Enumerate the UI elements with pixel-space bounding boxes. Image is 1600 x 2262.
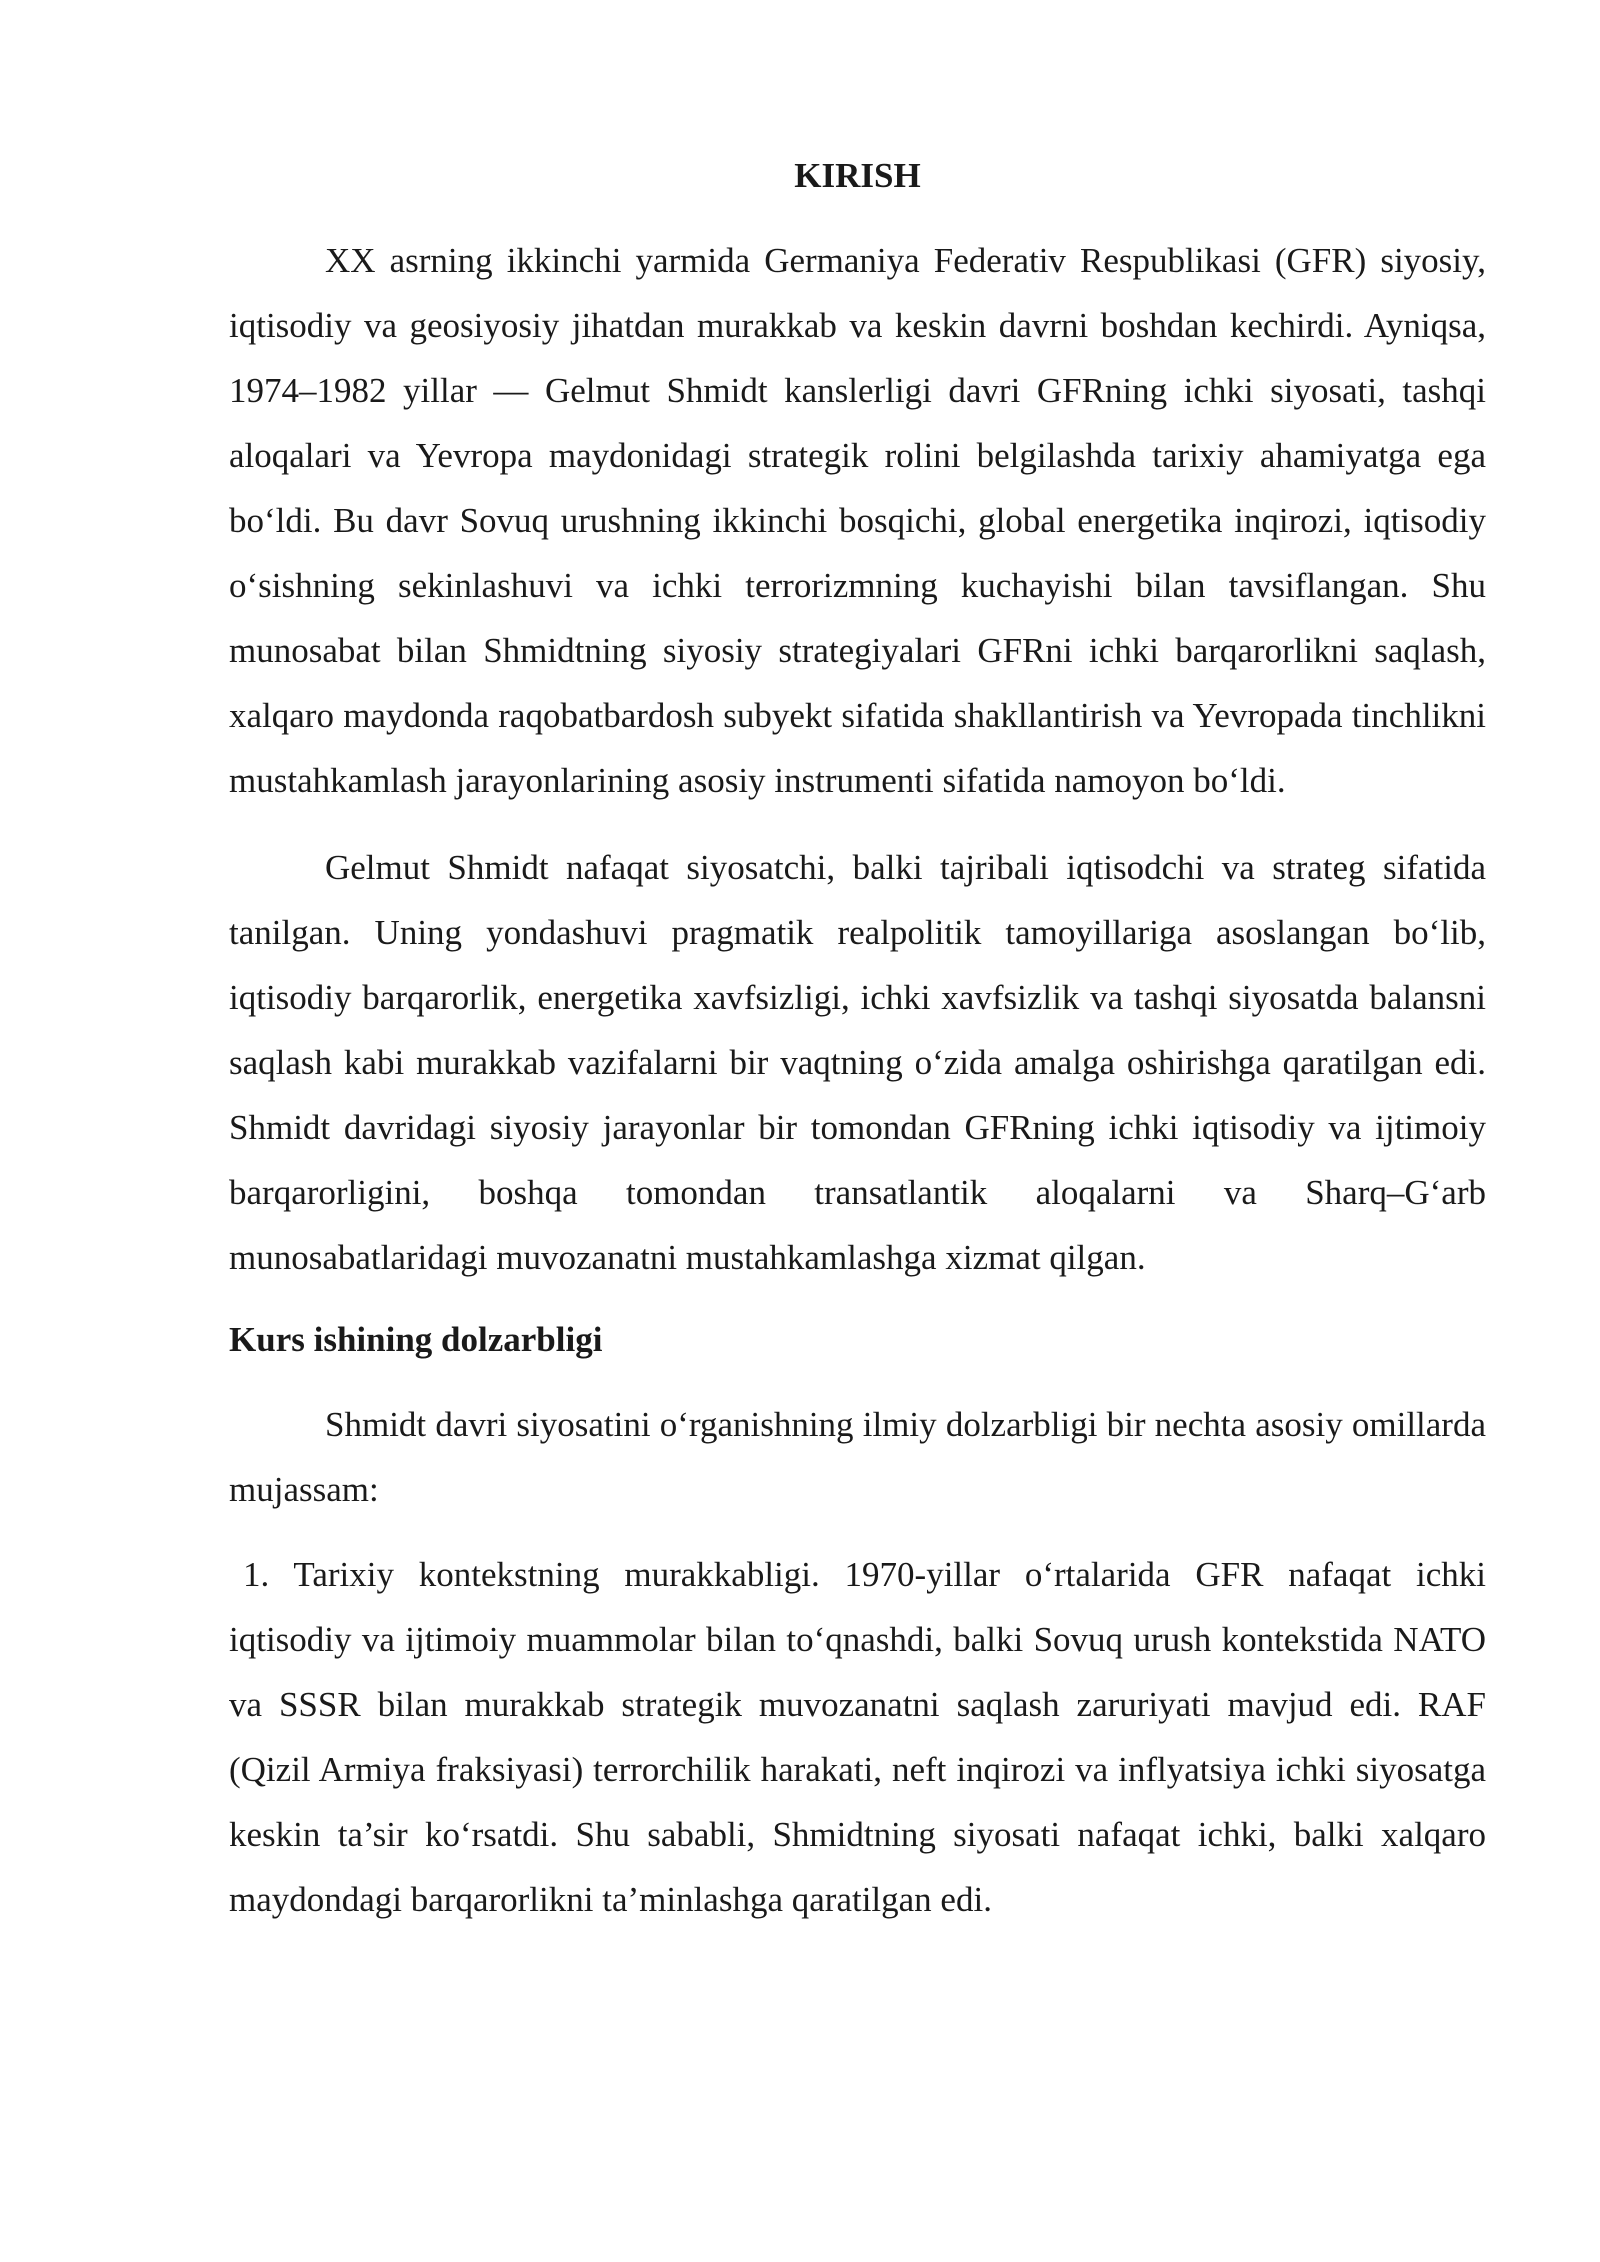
section-paragraph: Shmidt davri siyosatini o‘rganishning ilmiy dolzarbligi bir nechta asosiy omillarda mujassam: [229, 1405, 1486, 1509]
document-body [229, 146, 1486, 1932]
intro-paragraph-1: XX asrning ikkinchi yarmida Germaniya Federativ Respublikasi (GFR) siyosiy, iqtisodiy va geosiyosiy jihatdan murakkab va keskin davrni boshdan kechirdi. Ayniqsa, 1974–1982 yillar — Gelmut Shmidt kanslerligi davri GFRning ichki siyosati, tashqi aloqalari va Yevropa maydonidagi strategik rolini belgilashda tarixiy ahamiyatga ega bo‘ldi. Bu davr Sovuq urushning ikkinchi bosqichi, global energetika inqirozi, iqtisodiy o‘sishning sekinlashuvi va ichki terrorizmning kuchayishi bilan tavsiflangan. Shu munosabat bilan Shmidtning siyosiy strategiyalari GFRni ichki barqarorlikni saqlash, xalqaro maydonda raqobatbardosh subyekt sifatida shakllantirish va Yevropada tinchlikni mustahkamlash jarayonlarining asosiy instrumenti sifatida namoyon bo‘ldi. [229, 241, 1486, 800]
list-item: 1. Tarixiy kontekstning murakkabligi. 1970-yillar o‘rtalarida GFR nafaqat ichki iqtisodiy va ijtimoiy muammolar bilan to‘qnashdi, balki Sovuq urush kontekstida NATO va SSSR bilan murakkab strategik muvozanatni saqlash zaruriyati mavjud edi. RAF (Qizil Armiya fraksiyasi) terrorchilik harakati, neft inqirozi va inflyatsiya ichki siyosatga keskin ta’sir ko‘rsatdi. Shu sababli, Shmidtning siyosati nafaqat ichki, balki xalqaro maydondagi barqarorlikni ta’minlashga qaratilgan edi. [229, 1555, 1486, 1919]
intro-paragraph-2: Gelmut Shmidt nafaqat siyosatchi, balki tajribali iqtisodchi va strateg sifatida tanilgan. Uning yondashuvi pragmatik realpolitik tamoyillariga asoslangan bo‘lib, iqtisodiy barqarorlik, energetika xavfsizligi, ichki xavfsizlik va tashqi siyosatda balansni saqlash kabi murakkab vazifalarni bir vaqtning o‘zida amalga oshirishga qaratilgan edi. Shmidt davridagi siyosiy jarayonlar bir tomondan GFRning ichki iqtisodiy va ijtimoiy barqarorligini, boshqa tomondan transatlantik aloqalarni va Sharq–G‘arb munosabatlaridagi muvozanatni mustahkamlashga xizmat qilgan. [229, 848, 1486, 1277]
page-title: KIRISH [794, 156, 921, 195]
section-heading: Kurs ishining dolzarbligi [229, 1320, 603, 1359]
